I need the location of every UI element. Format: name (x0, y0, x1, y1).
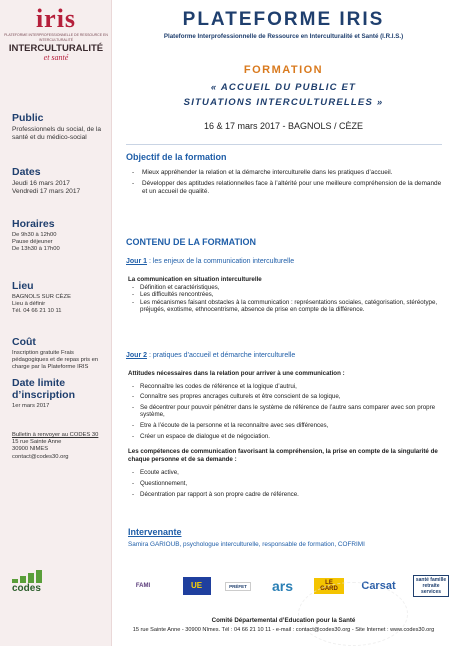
carsat-logo: Carsat (361, 580, 396, 592)
theme-line2: SITUATIONS INTERCULTURELLES » (183, 97, 384, 108)
header-divider (126, 144, 442, 145)
jour2-item2: - Ecoute active, (128, 469, 444, 477)
logo-et-sante: et santé (43, 53, 69, 62)
bulletin-email[interactable]: contact@codes30.org (12, 453, 69, 460)
date-limite-value: 1er mars 2017 (12, 403, 50, 409)
bulletin-line1: Bulletin à renvoyer au CODES 30 (12, 432, 99, 438)
jour2-label: Jour 2 (126, 352, 148, 359)
bulletin-section (12, 432, 108, 461)
public-text: Professionnels du social, de la santé et du médico-social (12, 126, 102, 142)
horaires-heading: Horaires (12, 218, 55, 230)
cout-text: Inscription gratuite Frais pédagogiques et de repas pris en charge par la Plateforme IRIS (12, 350, 99, 371)
jour2-heading (126, 352, 295, 359)
iris-logo (0, 6, 112, 62)
mutuelle-logo: santé famille retraite services (413, 575, 449, 597)
jour1-title: : les enjeux de la communication interculturelle (147, 258, 295, 265)
jour2-item: - Reconnaître les codes de référence et la logique d’autrui, (128, 383, 444, 391)
footer-contact: 15 rue Sainte Anne - 30900 Nîmes. Tél : 04 66 21 10 11 - e-mail : contact@codes30.org - Site Internet : www.codes30.org (132, 627, 435, 633)
date-limite-heading: Date limite d’inscription (12, 377, 75, 401)
jour1-heading (126, 258, 294, 265)
lieu-section (12, 280, 108, 316)
jour2-item: - Se décentrer pour pouvoir pénétrer dans le système de référence de l’autre sans comparer avec son propre système, (128, 404, 444, 419)
prefet-logo: PRÉFET (225, 582, 251, 591)
gard-logo: LE GARD (314, 578, 344, 594)
dates-section (12, 166, 108, 196)
jour2-item2: - Décentration par rapport à son propre cadre de référence. (128, 491, 444, 499)
objectif-item: - Mieux appréhender la relation et la démarche interculturelle dans les pratiques d’accueil. (126, 169, 444, 177)
codes-logo (12, 570, 58, 596)
sidebar (0, 0, 112, 646)
public-section (12, 112, 108, 142)
ars-logo: ars (271, 578, 294, 594)
jour1-item: - Les difficultés rencontrées, (128, 291, 444, 299)
jour1-item: - Définition et caractéristiques, (128, 284, 444, 292)
codes-logo-text: codes (12, 583, 41, 594)
lieu-line2: Lieu à définir (12, 301, 46, 308)
intervenante-heading: Intervenante (128, 527, 182, 537)
formation-theme (112, 80, 455, 110)
jour2-item: - Créer un espace de dialogue et de négociation. (128, 433, 444, 441)
horaires-line1: De 9h30 à 12h00 (12, 232, 57, 238)
jour2-block (128, 370, 444, 501)
jour2-item: - Connaître ses propres ancrages culturels et être conscient de sa logique, (128, 393, 444, 401)
horaires-section (12, 218, 108, 254)
main-content (112, 0, 455, 646)
page-title: PLATEFORME IRIS (182, 9, 385, 30)
lieu-line3: Tél. 04 66 21 10 11 (12, 308, 62, 315)
jour2-title: : pratiques d’accueil et démarche interculturelle (147, 352, 296, 359)
objectif-heading: Objectif de la formation (126, 152, 227, 162)
date-limite-section (12, 377, 108, 410)
formation-label: FORMATION (243, 64, 324, 76)
objectif-item: - Développer des aptitudes relationnelles face à l’altérité pour une meilleure compréhension de la demande et un accueil de qualité. (126, 180, 444, 196)
fami-logo: FAMI (135, 583, 151, 589)
horaires-line3: De 13h30 à 17h00 (12, 246, 60, 253)
horaires-line2: Pause déjeuner (12, 239, 53, 246)
dates-line2: Vendredi 17 mars 2017 (12, 188, 81, 196)
lieu-heading: Lieu (12, 280, 34, 292)
logo-iris-text: iris (35, 4, 77, 33)
fingerprint-decoration (298, 582, 408, 646)
logo-interculturalite: INTERCULTURALITÉ (8, 43, 104, 54)
formation-dates: 16 & 17 mars 2017 - BAGNOLS / CÈZE (203, 121, 364, 131)
bulletin-line3: 30900 NIMES (12, 446, 49, 453)
eu-flag-logo: UE (183, 577, 211, 595)
jour1-item: - Les mécanismes faisant obstacles à la communication : représentations sociales, catégorisation, stéréotype, préjugés, exotisme, ethnocentrisme, absence de prise en compte de la différence. (128, 299, 444, 314)
theme-line1: « ACCUEIL DU PUBLIC ET (210, 82, 357, 93)
bulletin-line2: 15 rue Sainte Anne (12, 439, 62, 446)
jour1-block (128, 276, 444, 314)
jour2-block2-title: Les compétences de communication favorisant la compréhension, la prise en compte de la singularité de chaque personne et de sa demande : (128, 448, 438, 463)
jour1-label: Jour 1 (126, 258, 148, 265)
footer-org: Comité Départemental d’Education pour la Santé (211, 617, 356, 624)
contenu-heading: CONTENU DE LA FORMATION (126, 237, 256, 247)
intervenante-text: Samira GARIOUB, psychologue interculturelle, responsable de formation, COFRIMI (128, 541, 365, 548)
logo-subtext: PLATEFORME INTERPROFESSIONNELLE DE RESSOURCE EN INTERCULTURALITÉ (4, 33, 108, 42)
cout-section (12, 336, 108, 372)
dates-heading: Dates (12, 166, 41, 178)
dates-line1: Jeudi 16 mars 2017 (12, 180, 70, 187)
cout-heading: Coût (12, 336, 36, 348)
jour2-item2: - Questionnement, (128, 480, 444, 488)
jour2-block-title: Attitudes nécessaires dans la relation pour arriver à une communication : (128, 370, 345, 377)
lieu-line1: BAGNOLS SUR CÈZE (12, 294, 71, 300)
jour1-block-title: La communication en situation interculturelle (128, 276, 262, 283)
jour2-item: - Etre à l’écoute de la personne et la reconnaître avec ses différences, (128, 422, 444, 430)
objectif-list (126, 169, 444, 199)
public-heading: Public (12, 112, 44, 124)
page-subtitle: Plateforme Interprofessionnelle de Ressource en Interculturalité et Santé (I.R.I.S.) (163, 33, 404, 40)
